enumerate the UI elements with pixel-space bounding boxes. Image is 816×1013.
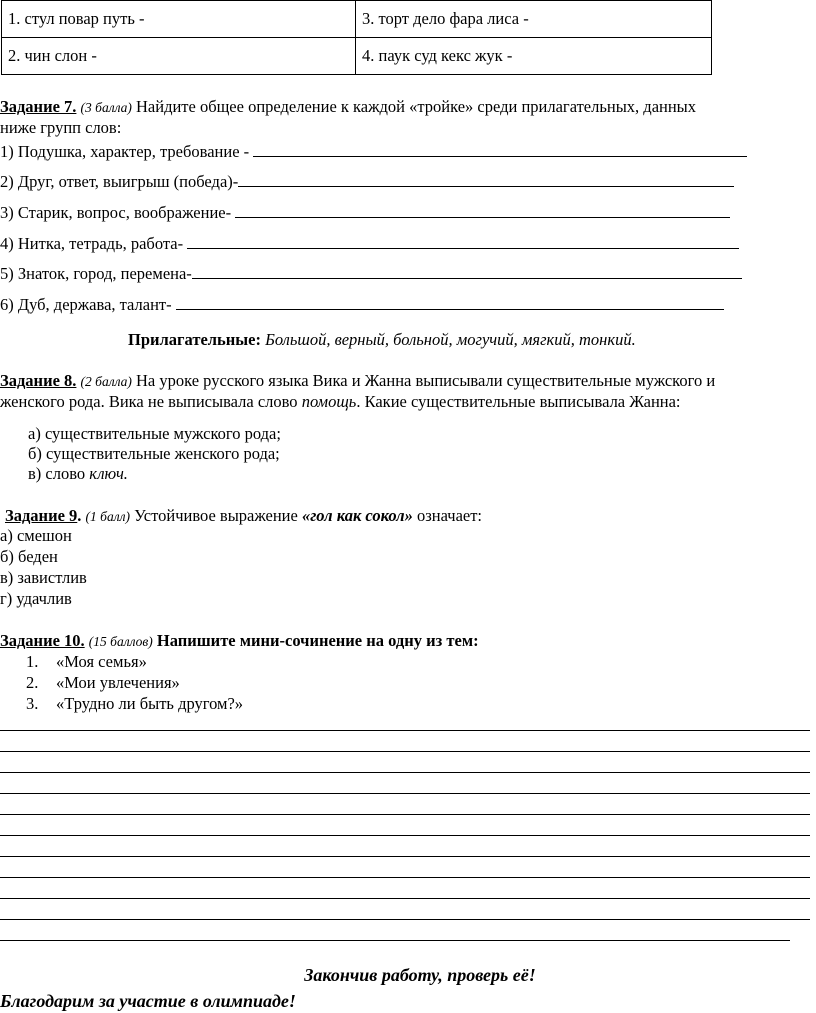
task8-option: а) существительные мужского рода; bbox=[28, 424, 281, 443]
task7-item-text: 3) Старик, вопрос, воображение- bbox=[0, 203, 236, 222]
task8-option: б) существительные женского рода; bbox=[28, 444, 280, 463]
task8-option-word: ключ. bbox=[89, 464, 128, 483]
task9-title: Задание 9 bbox=[5, 506, 78, 525]
writing-line[interactable] bbox=[0, 730, 810, 731]
topic-number: 3. bbox=[26, 694, 39, 713]
writing-line[interactable] bbox=[0, 856, 810, 857]
table-row bbox=[2, 1, 712, 38]
task7-item bbox=[0, 141, 747, 162]
task7-item-text: 6) Дуб, держава, талант- bbox=[0, 295, 176, 314]
task8-option bbox=[28, 463, 128, 484]
task9-option: б) беден bbox=[0, 547, 58, 566]
task7-title: Задание 7. bbox=[0, 97, 77, 116]
answer-blank[interactable] bbox=[176, 294, 724, 310]
answer-blank[interactable] bbox=[187, 233, 739, 249]
writing-line[interactable] bbox=[0, 835, 810, 836]
task7-item bbox=[0, 171, 734, 192]
table-row bbox=[2, 38, 712, 75]
task8-heading bbox=[0, 370, 814, 391]
topic-text: «Мои увлечения» bbox=[56, 673, 180, 692]
answer-blank[interactable] bbox=[235, 202, 730, 218]
topic-number: 1. bbox=[26, 652, 39, 671]
table-cell: 1. стул повар путь - bbox=[2, 1, 356, 38]
answer-blank[interactable] bbox=[192, 263, 742, 279]
task8-title: Задание 8. bbox=[0, 371, 77, 390]
writing-line[interactable] bbox=[0, 919, 810, 920]
answer-blank[interactable] bbox=[253, 141, 747, 157]
task9-points: (1 балл) bbox=[85, 509, 130, 524]
task7-text: Найдите общее определение к каждой «тройке» среди прилагательных, данных bbox=[136, 97, 697, 116]
task9-text: Устойчивое выражение bbox=[129, 506, 302, 525]
writing-line[interactable] bbox=[0, 940, 790, 941]
task10-heading bbox=[0, 630, 479, 651]
table-cell: 3. торт дело фара лиса - bbox=[356, 1, 712, 38]
task8-text-part: . Какие существительные выписывала Жанна: bbox=[356, 392, 681, 411]
task8-word: помощь bbox=[301, 392, 357, 411]
table-cell: 2. чин слон - bbox=[2, 38, 356, 75]
task7-item bbox=[0, 233, 739, 254]
task10-topic bbox=[26, 651, 147, 672]
answer-blank[interactable] bbox=[238, 171, 734, 187]
task9-option: а) смешон bbox=[0, 526, 72, 545]
task10-topic bbox=[26, 672, 180, 693]
task9-option: в) завистлив bbox=[0, 568, 87, 587]
adjectives-list bbox=[128, 329, 636, 350]
task10-text: Напишите мини-сочинение на одну из тем: bbox=[152, 631, 479, 650]
task7-item-text: 1) Подушка, характер, требование - bbox=[0, 142, 254, 161]
topic-number: 2. bbox=[26, 673, 39, 692]
task7-points: (3 балла) bbox=[80, 100, 132, 115]
task9-text: означает: bbox=[412, 506, 483, 525]
word-table bbox=[1, 0, 712, 75]
topic-text: «Трудно ли быть другом?» bbox=[56, 694, 244, 713]
task8-points: (2 балла) bbox=[80, 374, 132, 389]
writing-line[interactable] bbox=[0, 814, 810, 815]
task9-dot: . bbox=[77, 506, 82, 525]
task7-item-text: 5) Знаток, город, перемена- bbox=[0, 264, 192, 283]
task9-phrase: «гол как сокол» bbox=[301, 506, 413, 525]
task7-item bbox=[0, 202, 730, 223]
task7-item bbox=[0, 263, 742, 284]
writing-line[interactable] bbox=[0, 772, 810, 773]
task8-text-part: женского рода. Вика не выписывала слово bbox=[0, 392, 302, 411]
task8-text: На уроке русского языка Вика и Жанна выписывали существительные мужского и bbox=[136, 371, 716, 390]
writing-line[interactable] bbox=[0, 898, 810, 899]
adjectives-label: Прилагательные: bbox=[128, 330, 261, 349]
writing-line[interactable] bbox=[0, 751, 810, 752]
footer-thanks: Благодарим за участие в олимпиаде! bbox=[0, 991, 296, 1011]
table-cell: 4. паук суд кекс жук - bbox=[356, 38, 712, 75]
task7-item-text: 2) Друг, ответ, выигрыш (победа)- bbox=[0, 172, 239, 191]
task7-text-cont: ниже групп слов: bbox=[0, 118, 122, 137]
task9-heading bbox=[5, 505, 482, 526]
task7-item bbox=[0, 294, 724, 315]
adjectives-words: Большой, верный, больной, могучий, мягкий, тонкий. bbox=[260, 330, 636, 349]
topic-text: «Моя семья» bbox=[56, 652, 147, 671]
task8-text-cont bbox=[0, 391, 681, 412]
task10-topic bbox=[26, 693, 243, 714]
writing-line[interactable] bbox=[0, 793, 810, 794]
task7-heading bbox=[0, 96, 696, 117]
writing-line[interactable] bbox=[0, 877, 810, 878]
task8-option-text: в) слово bbox=[28, 464, 90, 483]
task9-option: г) удачлив bbox=[0, 589, 72, 608]
footer-check: Закончив работу, проверь её! bbox=[304, 965, 536, 985]
task10-title: Задание 10. bbox=[0, 631, 85, 650]
task7-item-text: 4) Нитка, тетрадь, работа- bbox=[0, 234, 188, 253]
task10-points: (15 баллов) bbox=[88, 634, 153, 649]
